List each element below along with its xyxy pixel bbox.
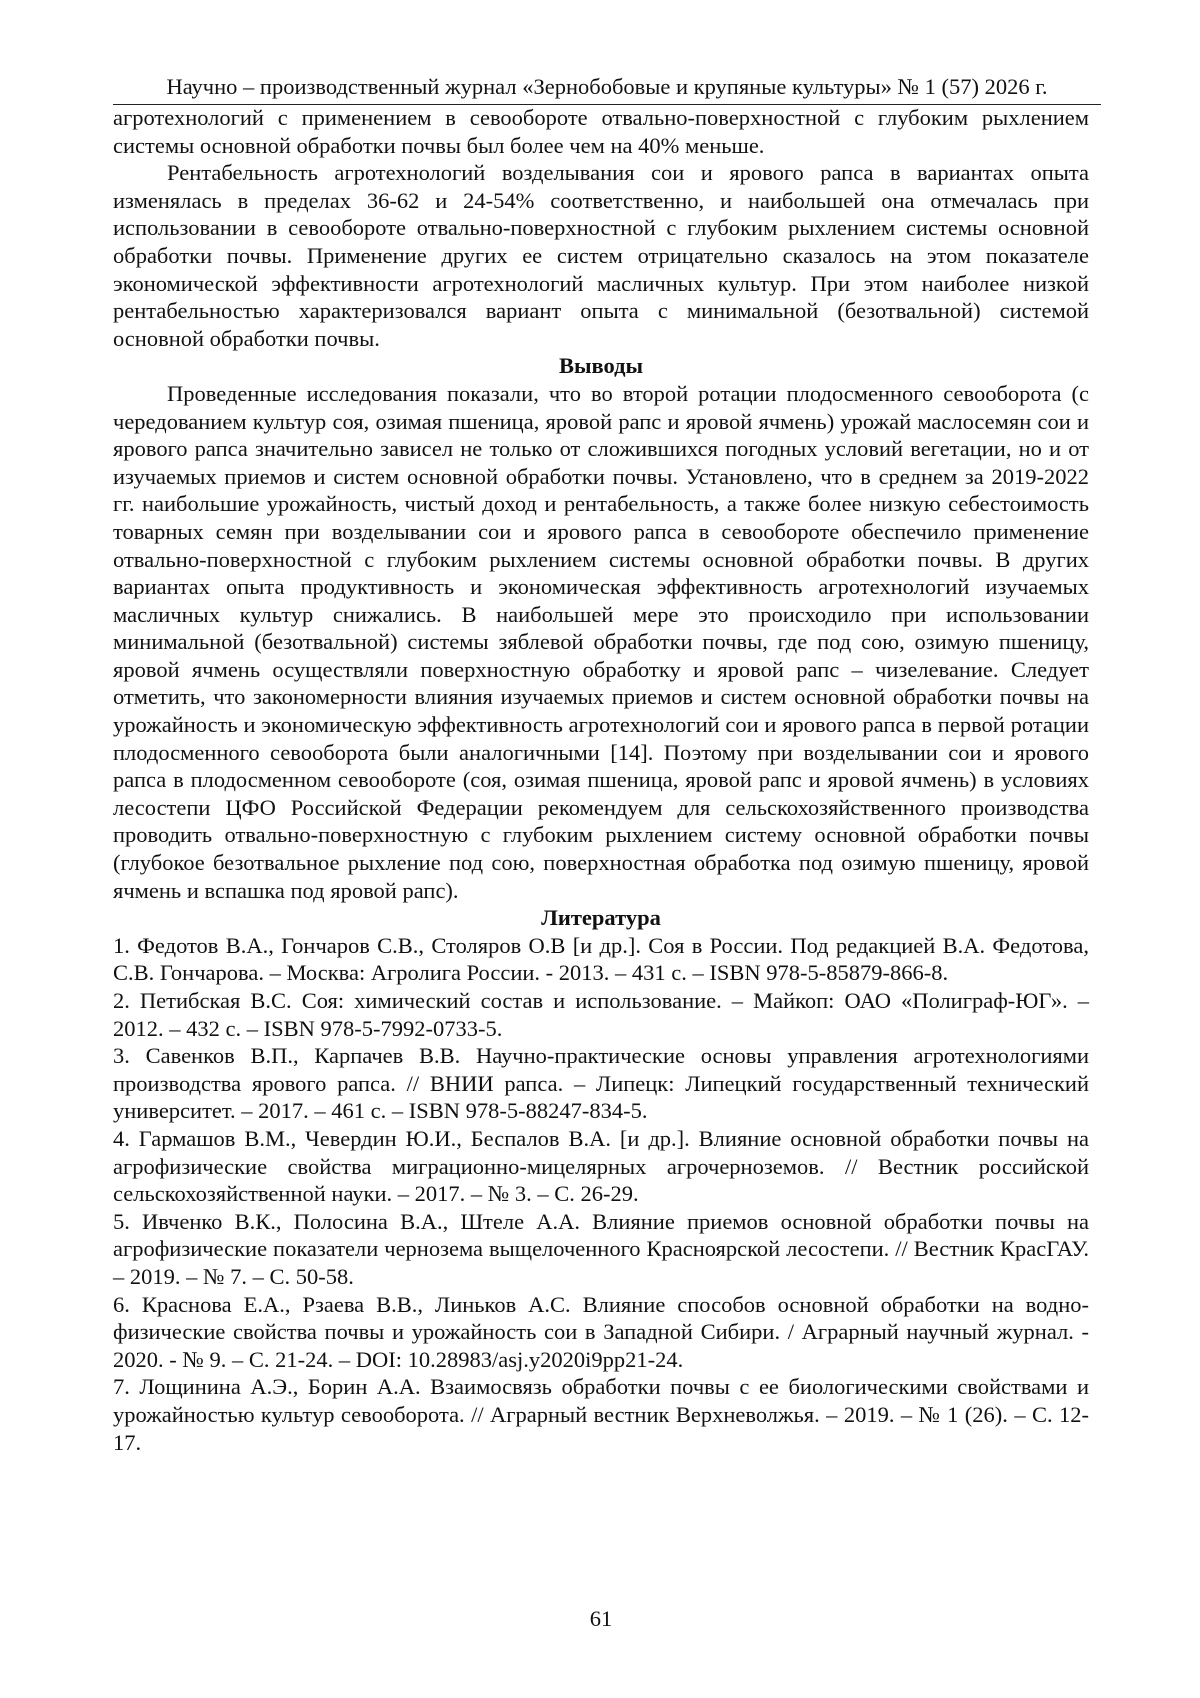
references-title: Литература bbox=[541, 905, 661, 931]
journal-header: Научно – производственный журнал «Зернобобовые и крупяные культуры» № 1 (57) 2026 г. bbox=[166, 74, 1048, 99]
reference-item-1: 1. Федотов В.А., Гончаров С.В., Столяров О.В [и др.]. Соя в России. Под редакцией В.А. Федотова, С.В. Гончарова. – Москва: Агролига России. - 2013. – 431 с. – ISBN 978-5-85879-866-8. bbox=[113, 932, 1089, 986]
reference-item-6: 6. Краснова Е.А., Рзаева В.В., Линьков А.С. Влияние способов основной обработки на водно-физические свойства почвы и урожайность сои в Западной Сибири. / Аграрный научный журнал. - 2020. - № 9. – С. 21-24. – DOI: 10.28983/asj.y2020i9pp21-24. bbox=[113, 1291, 1089, 1372]
reference-item-5: 5. Ивченко В.К., Полосина В.А., Штеле А.А. Влияние приемов основной обработки почвы на агрофизические показатели чернозема выщелоченного Красноярской лесостепи. // Вестник КрасГАУ. – 2019. – № 7. – С. 50-58. bbox=[113, 1208, 1089, 1289]
page-content bbox=[113, 104, 1089, 1456]
references-list bbox=[113, 932, 1089, 1456]
reference-item-2: 2. Петибская В.С. Соя: химический состав и использование. – Майкоп: ОАО «Полиграф-ЮГ». – 2012. – 432 с. – ISBN 978-5-7992-0733-5. bbox=[113, 988, 1089, 1041]
reference-item-7: 7. Лощинина А.Э., Борин А.А. Взаимосвязь обработки почвы с ее биологическими свойствами и урожайностью культур севооборота. // Аграрный вестник Верхневолжья. – 2019. – № 1 (26). – С. 12-17. bbox=[113, 1374, 1089, 1455]
conclusions-paragraph: Проведенные исследования показали, что во второй ротации плодосменного севооборота (с чередованием культур соя, озимая пшеница, яровой рапс и яровой ячмень) урожай маслосемян сои и ярового рапса значительно зависел не только от сложившихся погодных условий вегетации, но и от изучаемых приемов и систем основной обработки почвы. Установлено, что в среднем за 2019-2022 гг. наибольшие урожайность, чистый доход и рентабельность, а также более низкую себестоимость товарных семян при возделывании сои и ярового рапса в севообороте обеспечило применение отвально-поверхностной с глубоким рыхлением системы основной обработки почвы. В других вариантах опыта продуктивность и экономическая эффективность агротехнологий изучаемых масличных культур снижались. В наибольшей мере это происходило при использовании минимальной (безотвальной) системы зяблевой обработки почвы, где под сою, озимую пшеницу, яровой ячмень осуществляли поверхностную обработку и яровой рапс – чизелевание. Следует отметить, что закономерности влияния изучаемых приемов и систем основной обработки почвы на урожайность и экономическую эффективность агротехнологий сои и ярового рапса в первой ротации плодосменного севооборота были аналогичными [14]. Поэтому при возделывании сои и ярового рапса в плодосменном севообороте (соя, озимая пшеница, яровой рапс и яровой ячмень) в условиях лесостепи ЦФО Российской Федерации рекомендуем для сельскохозяйственного производства проводить отвально-поверхностную с глубоким рыхлением систему основной обработки почвы (глубокое безотвальное рыхление под сою, поверхностная обработка под озимую пшеницу, яровой ячмень и вспашка под яровой рапс). bbox=[113, 380, 1089, 903]
page-number: 61 bbox=[589, 1606, 613, 1631]
reference-item-4: 4. Гармашов В.М., Чевердин Ю.И., Беспалов В.А. [и др.]. Влияние основной обработки почвы на агрофизические свойства миграционно-мицелярных агрочерноземов. // Вестник российской сельскохозяйственной науки. – 2017. – № 3. – С. 26-29. bbox=[113, 1125, 1089, 1207]
body-paragraph-profitability: Рентабельность агротехнологий возделывания сои и ярового рапса в вариантах опыта изменялась в пределах 36-62 и 24-54% соответственно, и наибольшей она отмечалась при использовании в севообороте отвально-поверхностной с глубоким рыхлением системы основной обработки почвы. Применение других ее систем отрицательно сказалось на этом показателе экономической эффективности агротехнологий масличных культур. При этом наиболее низкой рентабельностью характеризовался вариант опыта с минимальной (безотвальной) системой основной обработки почвы. bbox=[113, 160, 1089, 351]
body-paragraph-continuation: агротехнологий с применением в севообороте отвально-поверхностной с глубоким рыхлением системы основной обработки почвы был более чем на 40% меньше. bbox=[113, 105, 1089, 158]
conclusions-title: Выводы bbox=[558, 353, 644, 379]
reference-item-3: 3. Савенков В.П., Карпачев В.В. Научно-практические основы управления агротехнологиями производства ярового рапса. // ВНИИ рапса. – Липецк: Липецкий государственный технический университет. – 2017. – 461 с. – ISBN 978-5-88247-834-5. bbox=[113, 1043, 1089, 1124]
